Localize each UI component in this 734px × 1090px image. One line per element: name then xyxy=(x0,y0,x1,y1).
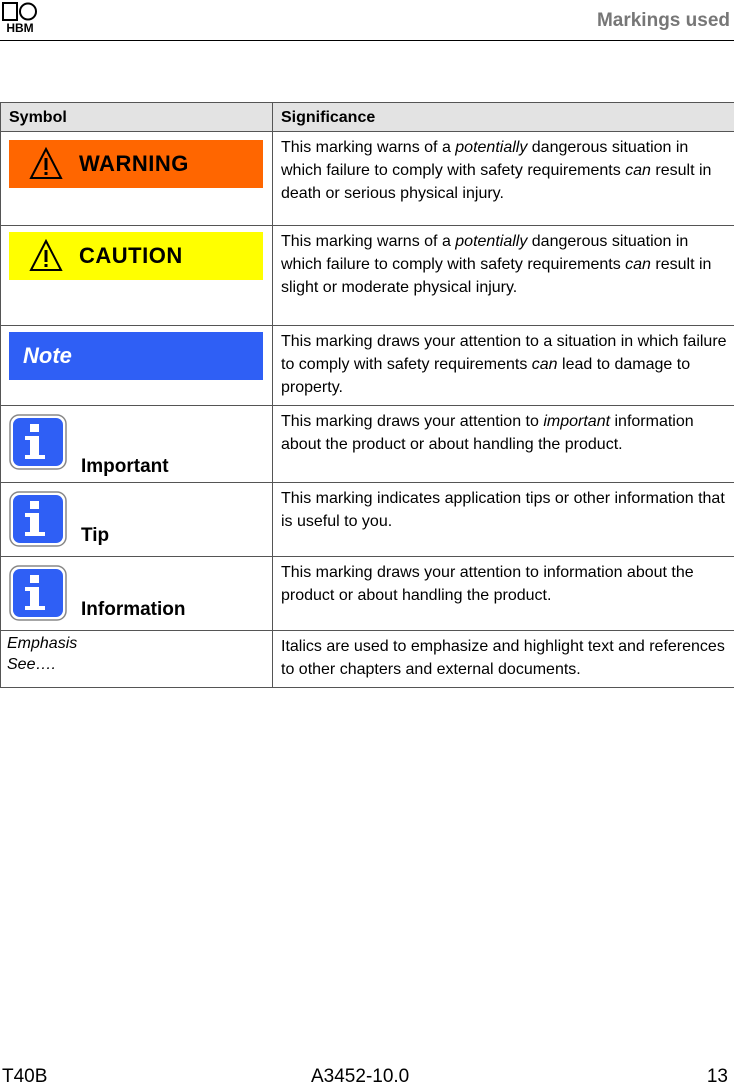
emphasis-label: Emphasis xyxy=(7,635,78,652)
column-header-significance: Significance xyxy=(273,103,734,132)
symbol-cell xyxy=(1,631,273,688)
note-banner xyxy=(9,332,263,380)
table-header-row xyxy=(1,103,734,132)
warning-triangle-icon xyxy=(29,239,63,273)
table-row xyxy=(1,557,734,631)
warning-triangle-icon xyxy=(29,147,63,181)
significance-cell: This marking draws your attention to a situation in which failure to comply with safety requirements can lead to damage to property. xyxy=(273,326,734,406)
table-row xyxy=(1,483,734,557)
page-header xyxy=(0,0,734,42)
table-row xyxy=(1,631,734,688)
tip-label: Tip xyxy=(81,525,110,546)
emphasis-example xyxy=(1,631,272,675)
symbol-cell xyxy=(1,132,273,226)
table-row xyxy=(1,132,734,226)
significance-cell: This marking warns of a potentially dangerous situation in which failure to comply with safety requirements can result in slight or moderate physical injury. xyxy=(273,226,734,326)
column-header-symbol: Symbol xyxy=(1,103,273,132)
table-row xyxy=(1,326,734,406)
information-icon xyxy=(9,414,67,470)
see-label: See…. xyxy=(7,656,56,673)
markings-table xyxy=(0,102,734,688)
important-label: Important xyxy=(81,456,169,477)
caution-label: CAUTION xyxy=(79,243,183,268)
symbol-cell xyxy=(1,557,273,631)
symbol-cell xyxy=(1,226,273,326)
symbol-cell xyxy=(1,483,273,557)
footer-page-number: 13 xyxy=(706,1066,728,1087)
information-label: Information xyxy=(81,599,186,620)
table-row xyxy=(1,406,734,483)
symbol-cell xyxy=(1,326,273,406)
symbol-cell xyxy=(1,406,273,483)
hbm-logo xyxy=(2,2,38,34)
note-label: Note xyxy=(23,343,72,368)
significance-cell: This marking draws your attention to information about the product or about handling the product. xyxy=(273,557,734,631)
significance-cell: This marking draws your attention to important information about the product or about handling the product. xyxy=(273,406,734,483)
footer-document-number: A3452-10.0 xyxy=(311,1066,410,1087)
significance-cell: This marking warns of a potentially dangerous situation in which failure to comply with safety requirements can result in death or serious physical injury. xyxy=(273,132,734,226)
table-row xyxy=(1,226,734,326)
warning-label: WARNING xyxy=(79,151,189,176)
header-divider xyxy=(0,40,734,41)
information-icon xyxy=(9,491,67,547)
page-title: Markings used xyxy=(596,10,730,31)
svg-text:HBM: HBM xyxy=(6,21,34,34)
footer-product: T40B xyxy=(2,1066,48,1087)
information-icon xyxy=(9,565,67,621)
caution-banner xyxy=(9,232,263,280)
significance-cell: Italics are used to emphasize and highlight text and references to other chapters and external documents. xyxy=(273,631,734,688)
significance-cell: This marking indicates application tips or other information that is useful to you. xyxy=(273,483,734,557)
warning-banner xyxy=(9,140,263,188)
